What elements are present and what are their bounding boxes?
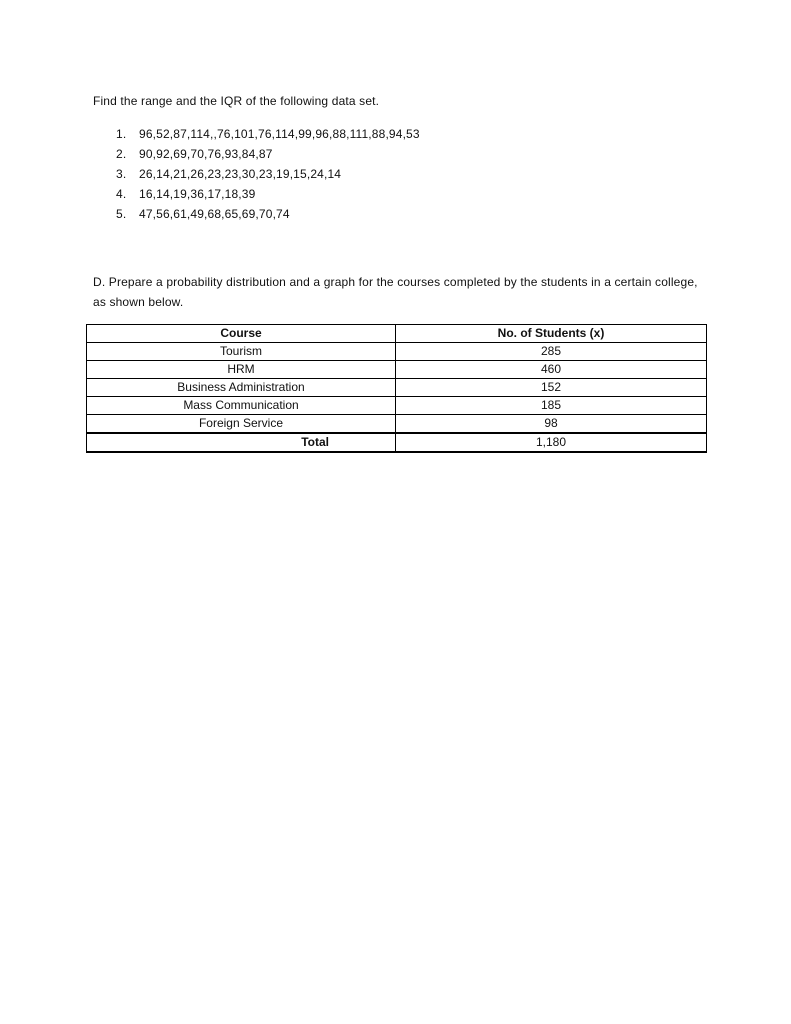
course-cell: Mass Communication [87,397,396,415]
course-cell: HRM [87,361,396,379]
item-values: 16,14,19,36,17,18,39 [139,187,256,201]
course-cell: Foreign Service [87,415,396,434]
table-header-row [87,325,707,343]
students-cell: 285 [396,343,707,361]
table-row [87,415,707,434]
item-values: 96,52,87,114,,76,101,76,114,99,96,88,111,88,94,53 [139,127,420,141]
list-item [116,167,420,187]
course-cell: Tourism [87,343,396,361]
students-cell: 460 [396,361,707,379]
dataset-list [116,127,420,227]
list-item [116,187,420,207]
list-item [116,147,420,167]
list-item [116,127,420,147]
table-row [87,397,707,415]
students-cell: 152 [396,379,707,397]
table-row [87,379,707,397]
item-number: 3. [116,167,127,181]
list-item [116,207,420,227]
item-number: 5. [116,207,127,221]
column-header-students: No. of Students (x) [396,325,707,343]
item-number: 4. [116,187,127,201]
students-cell: 185 [396,397,707,415]
students-cell: 98 [396,415,707,434]
table-row [87,361,707,379]
courses-table [86,324,707,453]
item-number: 2. [116,147,127,161]
column-header-course: Course [87,325,396,343]
table-row [87,343,707,361]
section-d-instruction: D. Prepare a probability distribution and a graph for the courses completed by the students in a certain college, as shown below. [93,275,698,309]
instruction-text: Find the range and the IQR of the following data set. [93,94,380,108]
item-number: 1. [116,127,127,141]
total-row [87,433,707,452]
item-values: 90,92,69,70,76,93,84,87 [139,147,273,161]
total-value: 1,180 [396,433,707,452]
total-label: Total [87,433,396,452]
course-cell: Business Administration [87,379,396,397]
item-values: 26,14,21,26,23,23,30,23,19,15,24,14 [139,167,342,181]
item-values: 47,56,61,49,68,65,69,70,74 [139,207,290,221]
